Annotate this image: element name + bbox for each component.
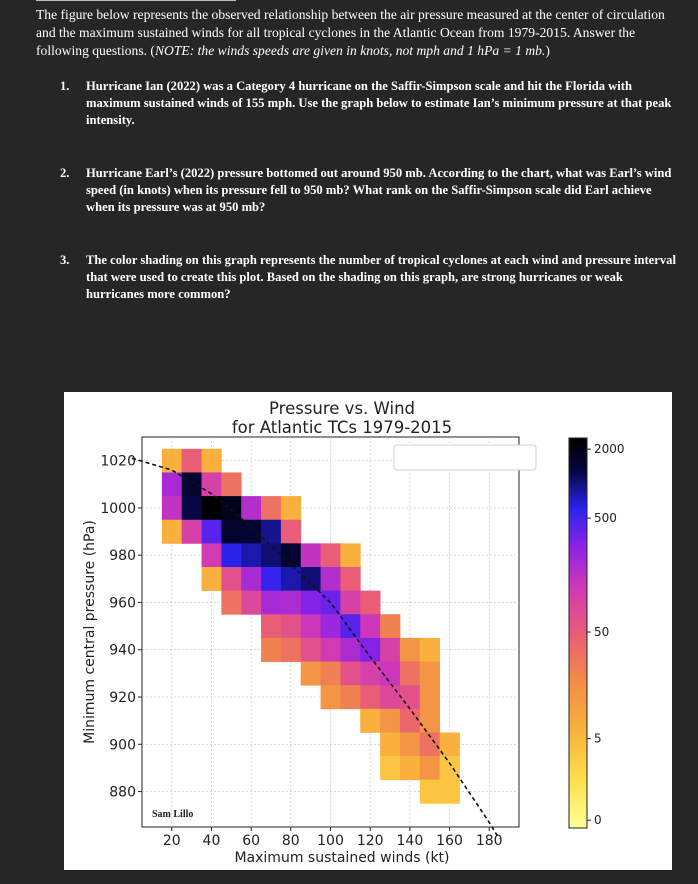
x-tick-label: 20 [162, 833, 181, 849]
heatmap-cell [420, 662, 440, 686]
heatmap-cell [340, 614, 360, 638]
heatmap-cell [380, 732, 400, 756]
heatmap-cell [340, 662, 360, 686]
heatmap-cell [162, 520, 182, 544]
heatmap-cell [281, 496, 301, 520]
heatmap-cell [321, 591, 341, 615]
y-tick-label: 960 [109, 595, 136, 612]
heatmap-cell [380, 709, 400, 733]
heatmap-cell [261, 638, 281, 662]
heatmap-cell [202, 520, 222, 544]
heatmap-cell [400, 638, 420, 662]
y-tick-label: 920 [109, 690, 136, 706]
heatmap-cell [400, 662, 420, 686]
question-text: Hurricane Ian (2022) was a Category 4 hurricane on the Saffir-Simpson scale and hit the Florida with maximum sustained winds of 155 mph. Use the graph below to estimate Ian’s minimum pressure at that peak intensity. [86, 79, 672, 127]
heatmap-cell [261, 567, 281, 591]
heatmap-cell [301, 662, 321, 686]
heatmap-cell [400, 732, 420, 756]
colorbar-tick-label: 50 [594, 625, 610, 640]
y-tick-label: 940 [109, 642, 136, 659]
colorbar-tick-label: 500 [594, 511, 617, 526]
heatmap-cell [301, 614, 321, 638]
heatmap-cell [221, 496, 241, 520]
heatmap-cell [261, 591, 281, 615]
legend-box [394, 445, 536, 470]
question-number: 2. [60, 166, 70, 180]
heatmap-cell [202, 449, 222, 473]
heatmap-cell [241, 591, 261, 615]
heatmap-cell [301, 567, 321, 591]
y-tick-label: 900 [109, 737, 136, 754]
credit-label: Sam Lillo [152, 809, 194, 820]
colorbar-tick-label: 0 [594, 813, 602, 828]
heatmap-cell [360, 662, 380, 686]
intro-note: NOTE: the winds speeds are given in knots, not mph and 1 hPa = 1 mb. [154, 43, 546, 58]
question-3 [60, 252, 678, 303]
question-2 [60, 165, 678, 216]
y-tick-label: 1000 [100, 500, 136, 517]
heatmap-cell [221, 567, 241, 591]
heatmap-cell [281, 591, 301, 615]
heatmap-cell [420, 756, 440, 780]
heatmap-cell [400, 685, 420, 709]
question-number: 3. [60, 253, 70, 267]
heatmap-cell [360, 709, 380, 733]
heatmap-cell [241, 567, 261, 591]
y-tick-label: 980 [109, 548, 136, 565]
heatmap-cell [440, 756, 460, 780]
heatmap-cell [182, 472, 202, 496]
heatmap-cell [400, 709, 420, 733]
question-number: 1. [60, 79, 70, 93]
x-tick-label: 40 [202, 833, 221, 849]
x-axis-label: Maximum sustained winds (kt) [234, 850, 450, 866]
heatmap-cell [420, 638, 440, 662]
y-tick-label: 880 [109, 784, 136, 801]
heatmap-cell [221, 472, 241, 496]
heatmap-cell [221, 520, 241, 544]
heatmap-cell [380, 756, 400, 780]
heatmap-cell [321, 662, 341, 686]
heatmap-cell [420, 780, 440, 804]
heatmap-cell [360, 614, 380, 638]
intro-paragraph [36, 6, 676, 60]
heatmap-cell [281, 638, 301, 662]
heatmap-cell [281, 614, 301, 638]
heatmap-cell [360, 685, 380, 709]
heatmap-cell [321, 567, 341, 591]
heatmap-cell [360, 591, 380, 615]
heatmap-cell [321, 685, 341, 709]
heatmap-cell [221, 591, 241, 615]
heatmap-cell [202, 543, 222, 567]
heatmap-cell [340, 685, 360, 709]
intro-text: The figure below represents the observed relationship between the air pressure measured at the center of circulation and the maximum sustained winds for all tropical cyclones in the Atlantic Ocean from 1979-2015. Answer the following questions. ( [36, 7, 665, 58]
colorbar-tick-label: 2000 [594, 442, 625, 457]
heatmap-cell [281, 520, 301, 544]
heatmap-cell [321, 543, 341, 567]
x-tick-label: 160 [436, 833, 463, 849]
heatmap-cell [321, 614, 341, 638]
heatmap-cell [162, 449, 182, 473]
heatmap-cell [301, 638, 321, 662]
x-tick-label: 60 [242, 833, 261, 849]
heatmap-cell [182, 496, 202, 520]
heatmap-cell [340, 567, 360, 591]
heatmap-cell [162, 472, 182, 496]
pressure-wind-chart [64, 392, 672, 870]
x-tick-label: 100 [317, 833, 344, 849]
heatmap-cell [380, 614, 400, 638]
heatmap-cell [202, 567, 222, 591]
heatmap-cell [420, 685, 440, 709]
heatmap-cell [241, 520, 261, 544]
heatmap-cell [241, 543, 261, 567]
y-axis-ticks [100, 454, 142, 801]
heatmap-cell [340, 543, 360, 567]
heatmap-cell [340, 638, 360, 662]
x-tick-label: 80 [281, 833, 300, 849]
heatmap-cell [400, 756, 420, 780]
heatmap-cell [182, 520, 202, 544]
chart-title: Pressure vs. Wind [268, 399, 416, 418]
heatmap-cell [440, 780, 460, 804]
heatmap-cell [340, 591, 360, 615]
heatmap-cell [202, 496, 222, 520]
question-1 [60, 78, 678, 129]
x-axis-ticks [163, 827, 503, 849]
chart-subtitle: for Atlantic TCs 1979-2015 [231, 418, 453, 437]
x-tick-label: 140 [396, 833, 424, 849]
question-text: The color shading on this graph represents the number of tropical cyclones at each wind and pressure interval that were used to create this plot. Based on the shading on this graph, are strong hurricanes or weak hurricanes more common? [86, 253, 676, 301]
heatmap-cell [221, 543, 241, 567]
heatmap-cell [301, 591, 321, 615]
heatmap-cell [321, 638, 341, 662]
question-text: Hurricane Earl’s (2022) pressure bottomed out around 950 mb. According to the chart, what was Earl’s wind speed (in knots) when its pressure fell to 950 mb? What rank on the Saffir-Simpson scale did Earl achieve when its pressure was at 950 mb? [86, 166, 672, 214]
y-tick-label: 1020 [100, 453, 136, 470]
heatmap-cell [380, 638, 400, 662]
x-tick-label: 120 [356, 833, 384, 849]
top-rule [36, 0, 236, 1]
heatmap-cell [261, 614, 281, 638]
heatmap-cell [241, 496, 261, 520]
heatmap-cell [202, 472, 222, 496]
heatmap-cell [182, 449, 202, 473]
heatmap-cell [380, 685, 400, 709]
heatmap-cell [281, 543, 301, 567]
intro-text-end: ) [545, 43, 550, 58]
heatmap-cell [162, 496, 182, 520]
x-tick-label: 180 [475, 833, 503, 849]
heatmap-cell [420, 709, 440, 733]
colorbar [569, 438, 587, 828]
colorbar-tick-label: 5 [594, 731, 602, 746]
colorbar-ticks [587, 442, 625, 827]
heatmap-cell [261, 543, 281, 567]
heatmap-cell [301, 543, 321, 567]
heatmap-cell [261, 496, 281, 520]
pressure-wind-figure [64, 392, 672, 870]
y-axis-label: Minimum central pressure (hPa) [82, 520, 98, 744]
